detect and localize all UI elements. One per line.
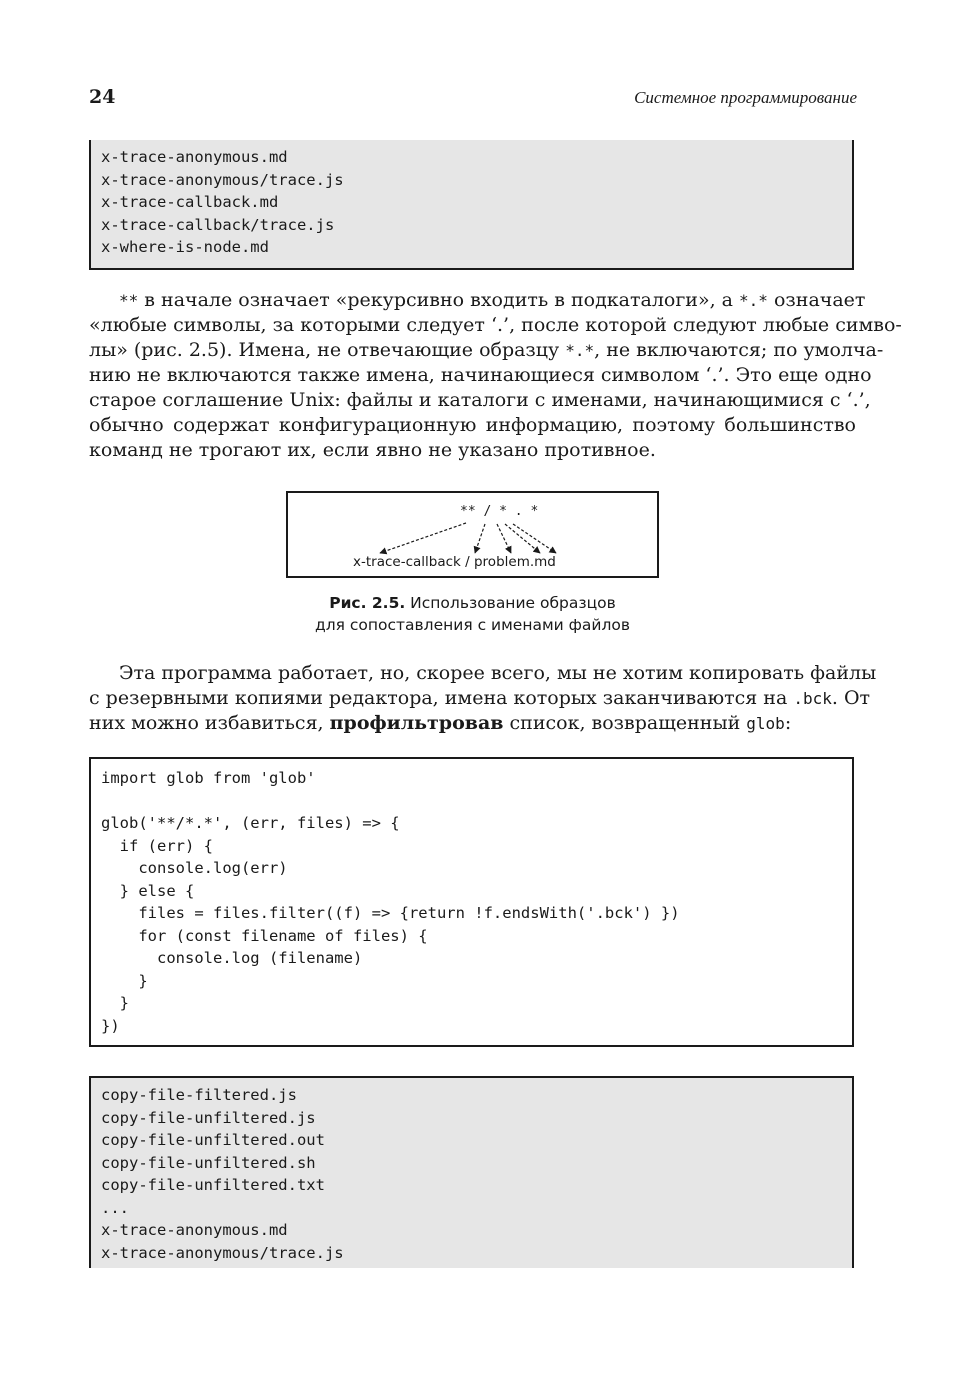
code-line: x-where-is-node.md (101, 238, 269, 256)
code-line: console.log (filename) (101, 949, 363, 967)
code-line: x-trace-callback/trace.js (101, 215, 335, 234)
code-line: }) (101, 1016, 120, 1035)
arrow-star-name (497, 524, 511, 553)
arrow-slash (475, 524, 485, 553)
code-line: x-trace-anonymous/trace.js (101, 1243, 344, 1262)
caption-label: Рис. 2.5. (329, 594, 406, 612)
paragraph-line: «любые символы, за которыми следует ‘.’, после которой следуют любые симво- (89, 314, 902, 336)
page-number: 24 (89, 86, 116, 108)
caption-line (89, 592, 856, 614)
code-line: glob('**/*.*', (err, files) => { (101, 814, 400, 832)
text-run: : (784, 712, 792, 734)
text-run: список, возвращенный (503, 712, 747, 734)
paragraph-line: старое соглашение Unix: файлы и каталоги с именами, начинающимися с ‘.’, (89, 389, 871, 411)
inline-code: ** (119, 291, 139, 310)
code-line: files = files.filter((f) => {return !f.endsWith('.bck') }) (101, 904, 680, 922)
figure-caption (89, 592, 856, 636)
caption-text: Использование образцов (405, 594, 616, 612)
body-paragraph-glob-pattern (89, 288, 902, 463)
text-run: в начале означает «рекурсивно входить в подкаталоги», а (138, 289, 740, 311)
paragraph-line: Эта программа работает, но, скорее всего, мы не хотим копировать файлы (119, 662, 877, 684)
text-run: , не включаются; по умолча- (594, 339, 884, 361)
arrow-star-ext (513, 524, 556, 553)
text-run: них можно избавиться, (89, 712, 330, 734)
body-paragraph-filter (89, 661, 877, 736)
paragraph-line: команд не трогают их, если явно не указано противное. (89, 439, 656, 461)
code-line: } (101, 994, 129, 1012)
inline-code: glob (746, 714, 785, 733)
code-line: copy-file-unfiltered.txt (101, 1176, 325, 1194)
figure-glob-pattern-diagram (286, 491, 659, 578)
code-line: copy-file-filtered.js (101, 1086, 297, 1104)
paragraph-line (89, 338, 884, 363)
arrow-doublestar (380, 523, 466, 553)
text-run: . От (831, 687, 871, 709)
inline-code: .bck (793, 689, 832, 708)
code-line: copy-file-unfiltered.sh (101, 1153, 316, 1172)
caption-line: для сопоставления с именами файлов (314, 616, 630, 634)
paragraph-line (89, 711, 856, 736)
code-line: ... (101, 1198, 129, 1217)
code-line: if (err) { (101, 836, 213, 855)
text-run: лы» (рис. 2.5). Имена, не отвечающие образцу (89, 339, 566, 361)
code-line: x-trace-anonymous.md (101, 148, 288, 166)
code-line: import glob from 'glob' (101, 769, 316, 787)
code-line: x-trace-anonymous.md (101, 1221, 288, 1239)
paragraph-line (89, 288, 866, 313)
code-output-block-bottom (89, 1076, 854, 1268)
paragraph-line: обычно содержат конфигурационную информацию, поэтому большинство (89, 414, 856, 436)
running-title: Системное программирование (634, 88, 857, 107)
text-run: с резервными копиями редактора, имена которых заканчиваются на (89, 687, 794, 709)
paragraph-line: нию не включаются также имена, начинающиеся символом ‘.’. Это еще одно (89, 364, 872, 386)
code-line: copy-file-unfiltered.js (101, 1108, 316, 1127)
code-line: x-trace-anonymous/trace.js (101, 170, 344, 189)
code-line: x-trace-callback.md (101, 193, 279, 211)
code-line: } else { (101, 881, 195, 900)
bold-term: профильтровав (329, 712, 504, 734)
code-line: for (const filename of files) { (101, 926, 428, 945)
paragraph-line (89, 686, 871, 711)
inline-code: *.* (739, 291, 768, 310)
pattern-diagram (288, 493, 657, 576)
code-line: } (101, 971, 148, 990)
code-output-block-top (89, 140, 854, 270)
pattern-label: ** / * . * (460, 504, 539, 519)
code-line: copy-file-unfiltered.out (101, 1131, 325, 1149)
code-line (101, 790, 852, 813)
text-run: означает (767, 289, 866, 311)
code-listing-filter (89, 757, 854, 1047)
inline-code: *.* (565, 341, 595, 360)
path-label: x-trace-callback / problem.md (353, 554, 556, 570)
code-line: console.log(err) (101, 859, 288, 877)
